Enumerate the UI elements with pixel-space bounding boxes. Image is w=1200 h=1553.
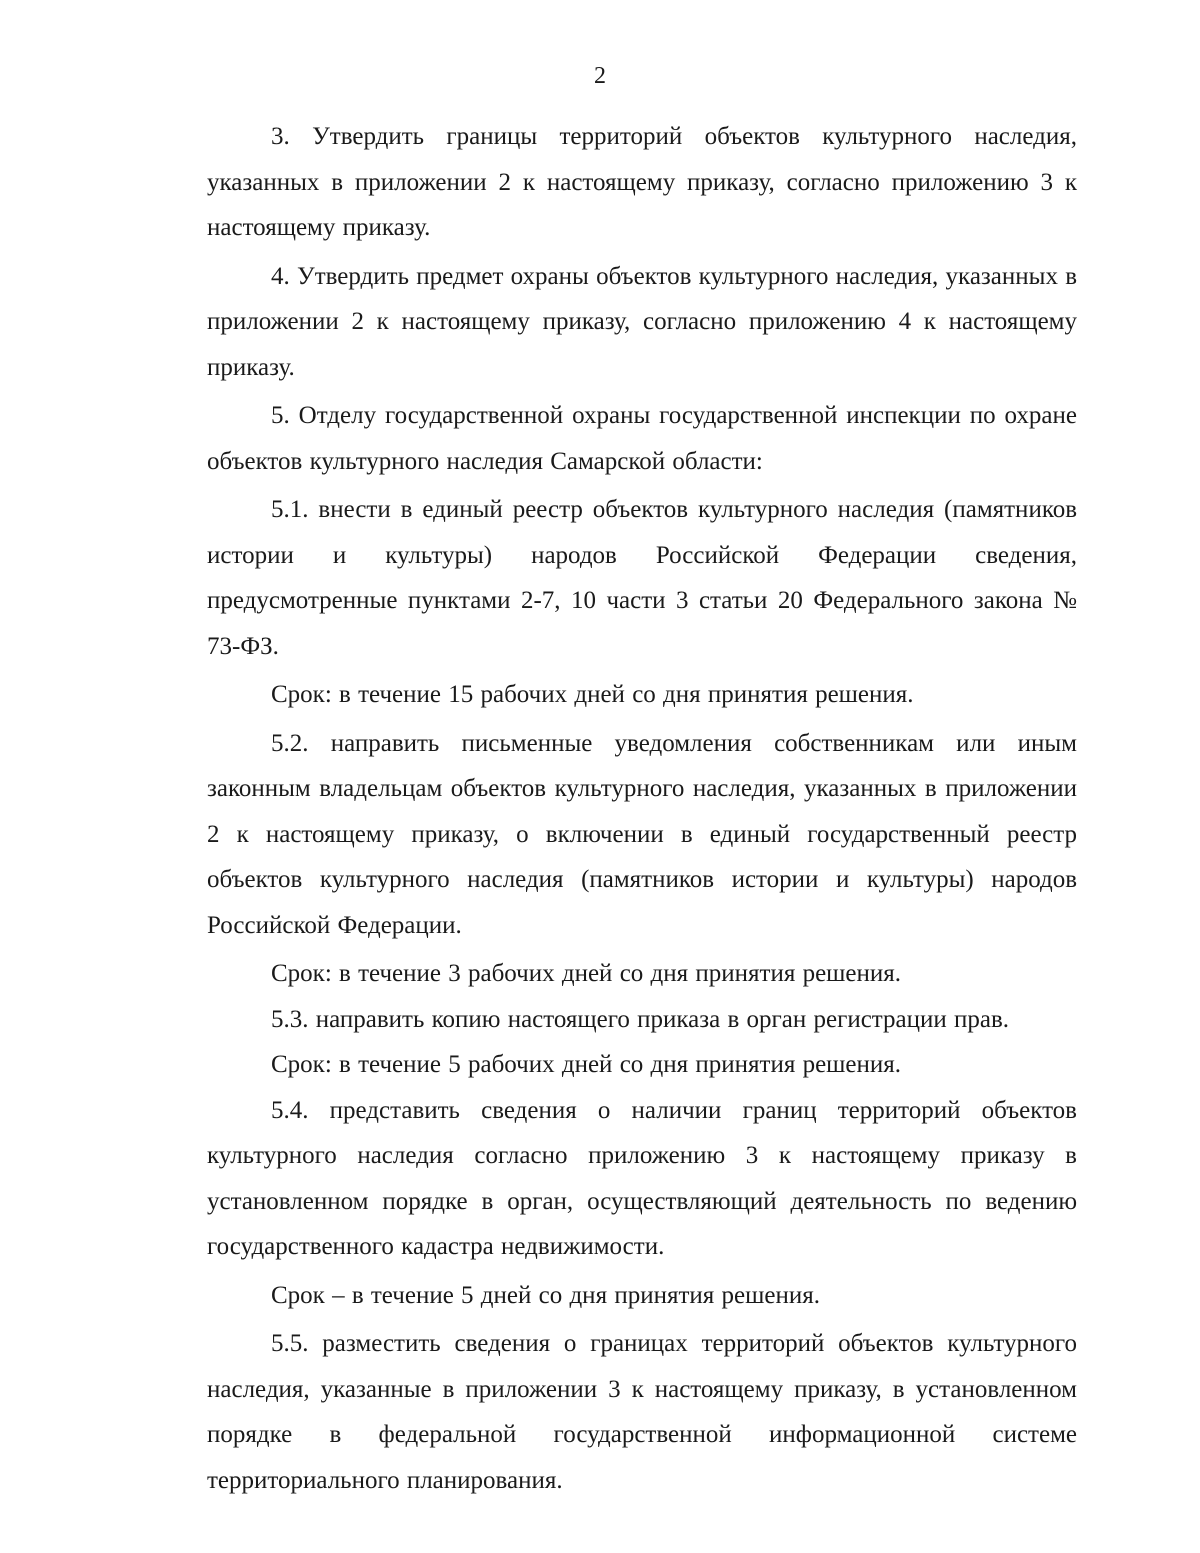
deadline-5-4: Срок – в течение 5 дней со дня принятия решения. — [271, 1281, 820, 1309]
deadline-5-2: Срок: в течение 3 рабочих дней со дня принятия решения. — [271, 960, 902, 987]
paragraph-5-4: 5.4. представить сведения о наличии границ территорий объектов культурного наследия согласно приложению 3 к настоящему приказу в установленном порядке в орган, осуществляющий деятельность по ведению государственного кадастра недвижимости. — [207, 1096, 1077, 1260]
document-body — [207, 114, 1077, 1503]
paragraph-5-5: 5.5. разместить сведения о границах территорий объектов культурного наследия, указанные в приложении 3 к настоящему приказу, в установленном порядке в федеральной государственной информационной системе территориального планирования. — [207, 1330, 1077, 1494]
paragraph-5-1: 5.1. внести в единый реестр объектов культурного наследия (памятников истории и культуры) народов Российской Федерации сведения, предусмотренные пунктами 2-7, 10 части 3 статьи 20 Федерального закона № 73-ФЗ. — [207, 496, 1077, 660]
deadline-5-3: Срок: в течение 5 рабочих дней со дня принятия решения. — [271, 1051, 902, 1078]
paragraph-5: 5. Отделу государственной охраны государственной инспекции по охране объектов культурного наследия Самарской области: — [207, 402, 1077, 475]
paragraph-5-2: 5.2. направить письменные уведомления собственникам или иным законным владельцам объектов культурного наследия, указанных в приложении 2 к настоящему приказу, о включении в единый государственный реестр объектов культурного наследия (памятников истории и культуры) народов Российской Федерации. — [207, 729, 1077, 939]
page-number: 2 — [594, 63, 606, 89]
deadline-5-1: Срок: в течение 15 рабочих дней со дня принятия решения. — [271, 681, 914, 708]
paragraph-4: 4. Утвердить предмет охраны объектов культурного наследия, указанных в приложении 2 к настоящему приказу, согласно приложению 4 к настоящему приказу. — [207, 262, 1077, 381]
paragraph-5-3: 5.3. направить копию настоящего приказа в орган регистрации прав. — [271, 1005, 1010, 1033]
paragraph-3: 3. Утвердить границы территорий объектов культурного наследия, указанных в приложении 2 к настоящему приказу, согласно приложению 3 к настоящему приказу. — [207, 123, 1077, 241]
